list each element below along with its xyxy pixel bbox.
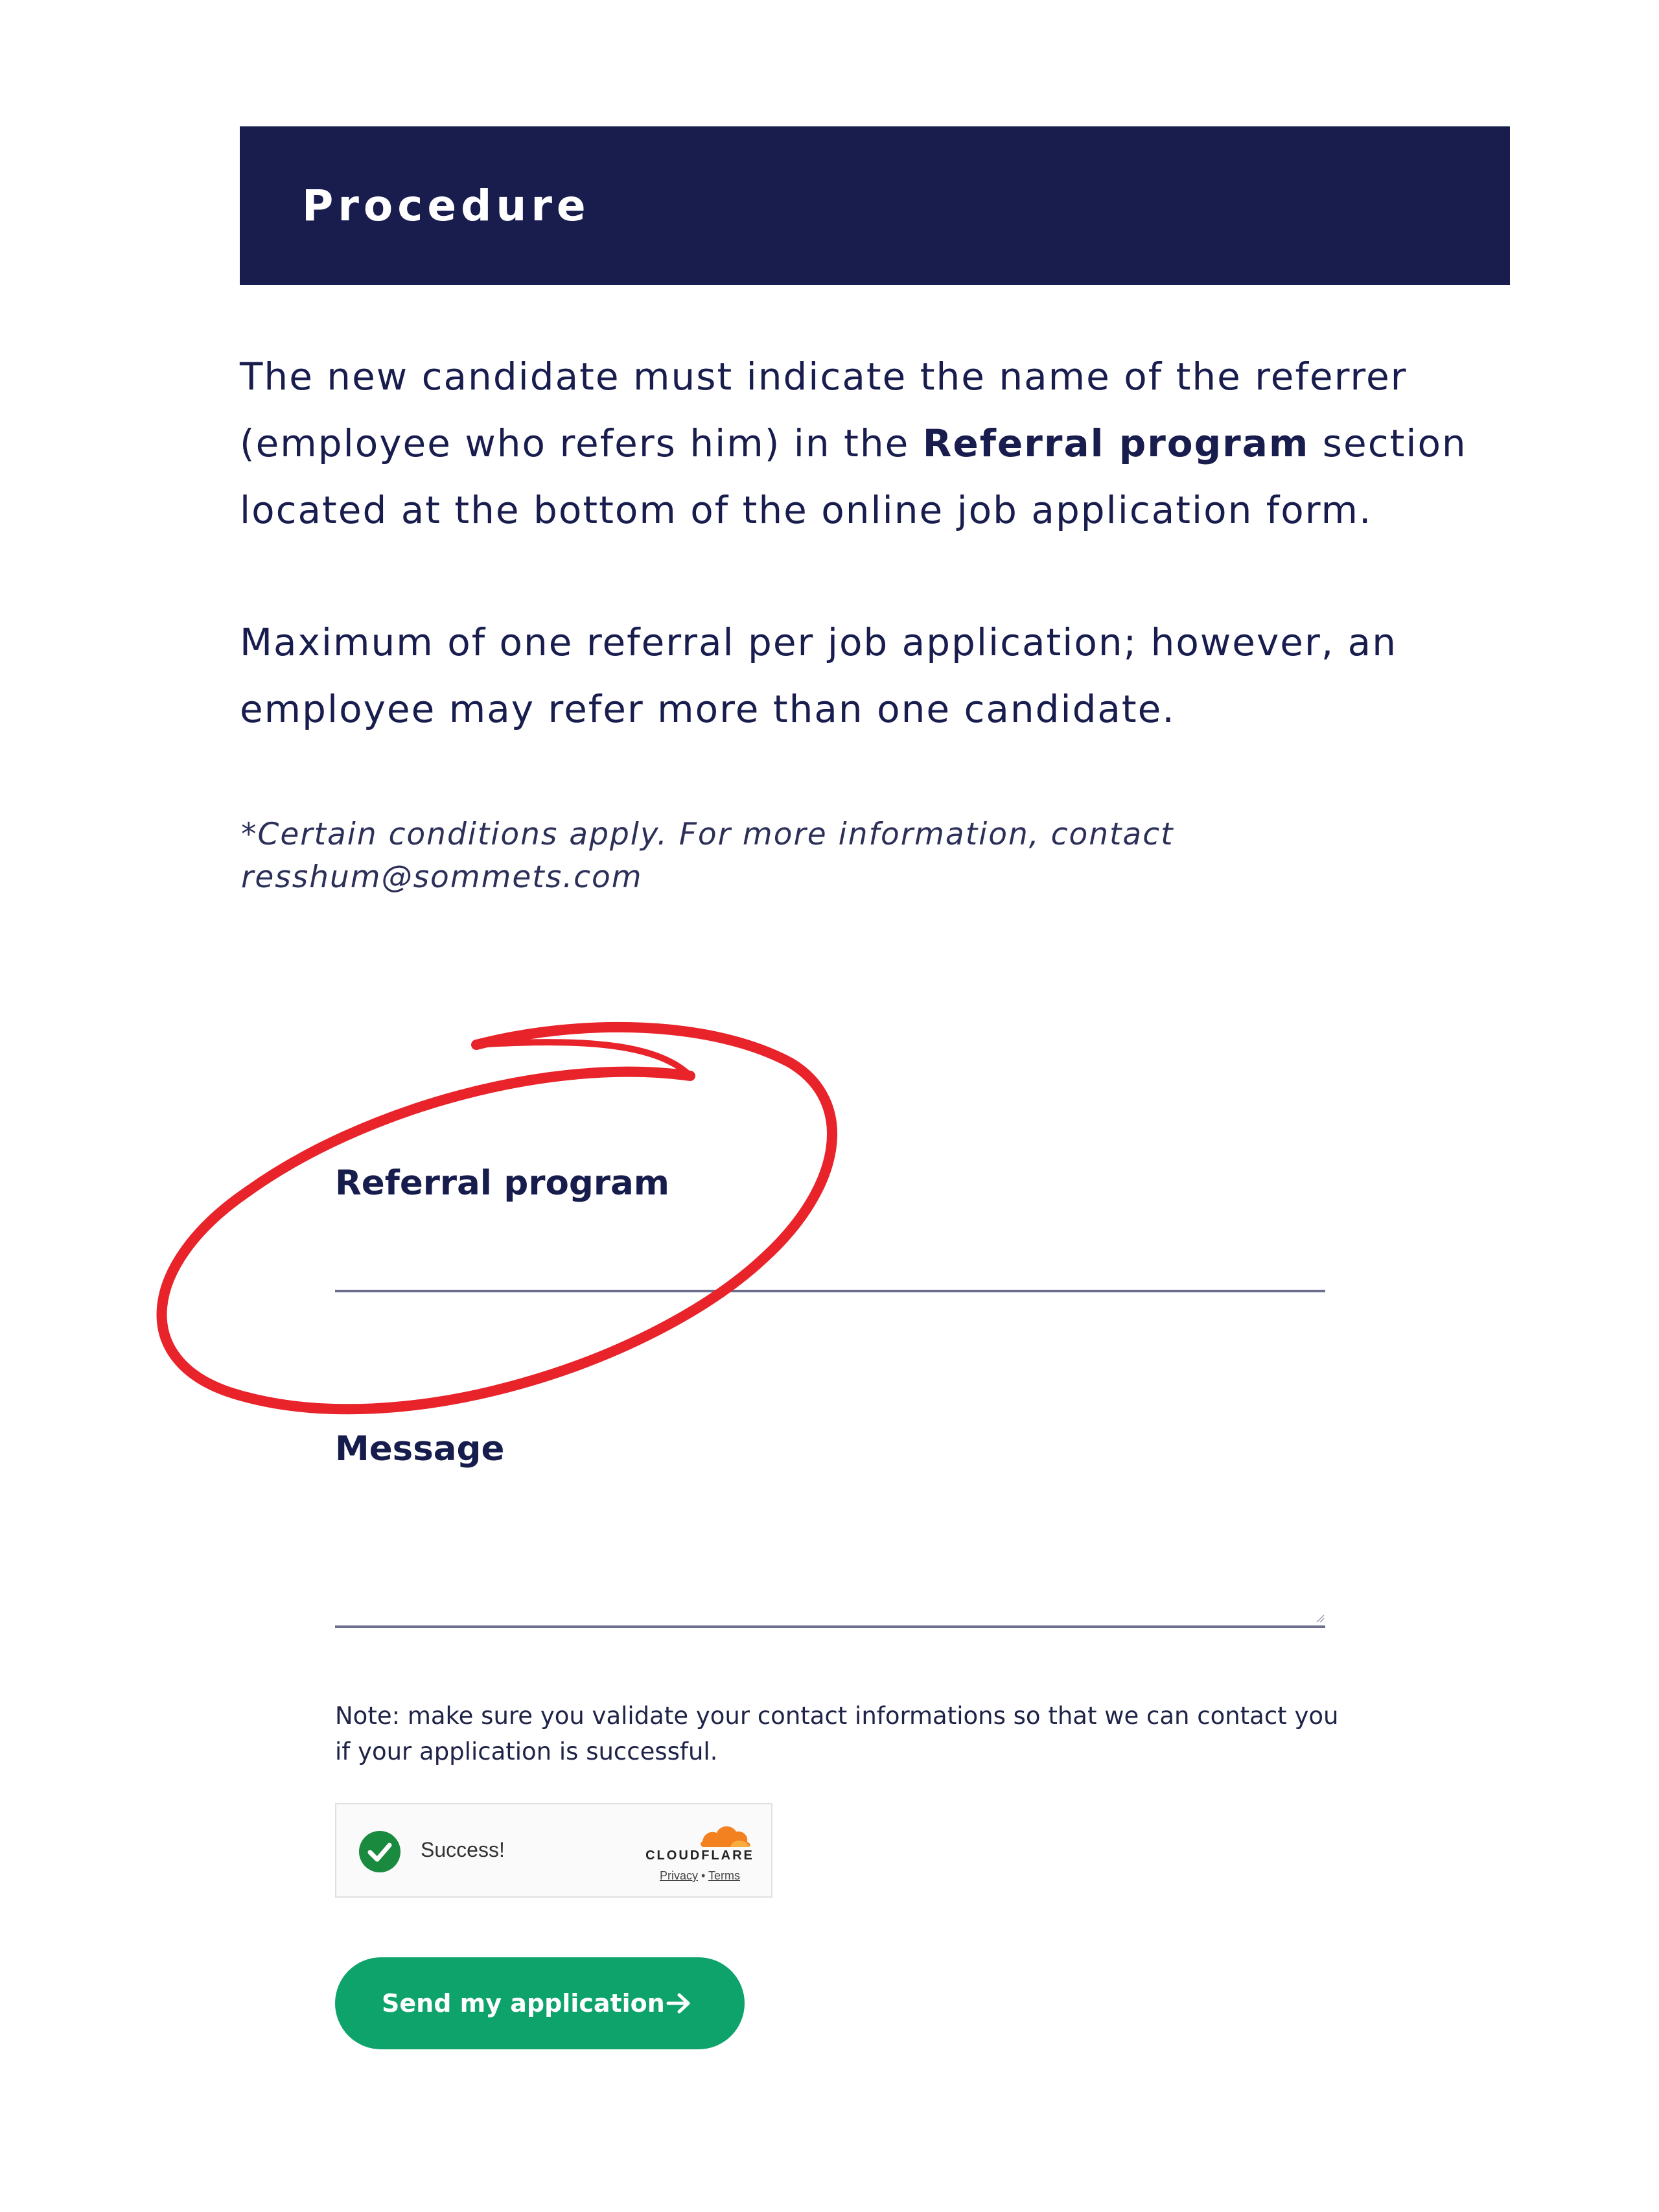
paragraph-text: section located at the bottom of the online job application form. [240,421,1467,532]
conditions-email: resshum@sommets.com [241,859,643,895]
cloudflare-captcha-widget[interactable] [335,1803,772,1898]
cloudflare-brand: CLOUDFLARE [645,1848,754,1863]
referral-input-underline [335,1290,1325,1292]
procedure-banner [240,126,1510,285]
note-line: if your application is successful. [335,1738,718,1765]
paragraph-bold-text: Referral program [922,421,1310,465]
message-label: Message [335,1429,505,1469]
cloud-icon [641,1817,756,1850]
procedure-paragraph-1 [240,343,1529,544]
referral-program-label: Referral program [335,1163,669,1203]
captcha-links [642,1869,758,1883]
paragraph-text: The new candidate must indicate the name of the referrer (employee who refers him) in the [240,355,1408,465]
check-circle-icon [358,1830,401,1873]
captcha-status: Success! [421,1838,505,1861]
referral-program-input[interactable] [335,1228,1325,1286]
conditions-note [241,813,1531,899]
message-input-underline [335,1625,1325,1628]
banner-title: Procedure [302,181,590,231]
resize-handle-icon[interactable] [1316,1614,1325,1623]
message-textarea[interactable] [335,1491,1325,1620]
send-button-label: Send my application [382,1989,665,2018]
note-line: Note: make sure you validate your contact informations so that we can contact you [335,1702,1339,1730]
link-separator: • [701,1869,706,1882]
contact-validation-note [335,1698,1346,1769]
terms-link[interactable]: Terms [708,1869,741,1882]
arrow-right-icon [664,1989,693,2018]
privacy-link[interactable]: Privacy [659,1869,698,1882]
send-application-button[interactable] [335,1957,745,2049]
procedure-paragraph-2: Maximum of one referral per job application; however, an employee may refer more than one candidate. [240,620,1397,731]
conditions-line: *Certain conditions apply. For more information, contact [241,817,1174,852]
